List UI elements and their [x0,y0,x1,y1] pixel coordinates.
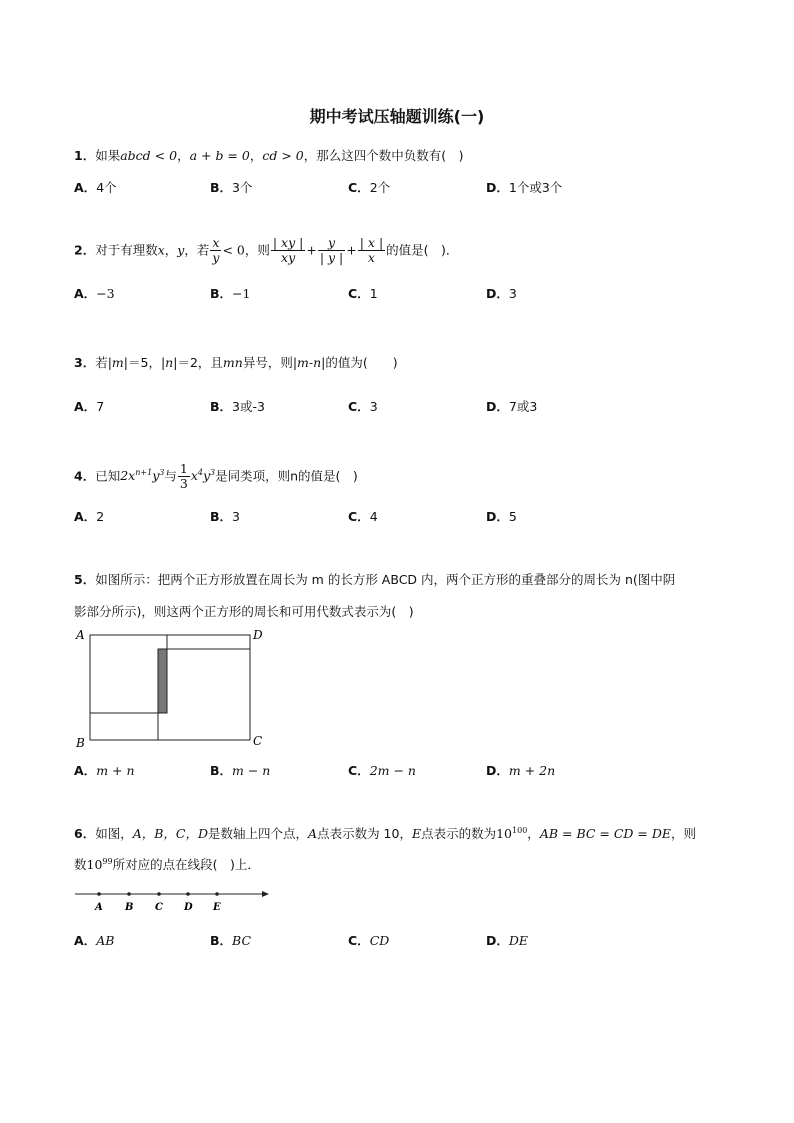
term-exponent: n+1 [135,468,153,478]
fraction-numerator: | xy | [272,235,304,250]
q5-option-d[interactable] [486,761,555,779]
option-text: 2m − n [369,763,416,778]
label-b: B [76,736,85,750]
q1-expr-1: abcd < 0 [120,148,178,163]
q2-fraction-2 [318,236,345,266]
q3-var-mn: mn [222,355,243,370]
q2-text-4: 的值是( )． [386,242,459,258]
term-exponent: 3 [210,468,216,478]
q6-text-1: 如图， [95,826,133,841]
q3-text-3: |＝2，且 [173,355,223,370]
q2-text-1: 对于有理数 [95,242,158,258]
q6-text-3: 点表示数为 10， [317,826,412,841]
q6-power-1 [496,826,527,841]
option-key: A． [74,180,97,195]
q2-fraction-x-over-y [210,236,221,266]
q4-option-b[interactable] [210,507,240,525]
power-base: 10 [86,857,103,872]
q3-text-2: |＝5，| [123,355,166,370]
option-text: m + 2n [508,763,556,778]
q4-text-3: 是同类项，则n的值是( ) [215,468,358,484]
option-text: m + n [96,763,135,778]
label-d: D [253,628,263,642]
q6-number-line [70,882,275,914]
q2-text-3: ，则 [244,242,270,258]
question-4 [74,462,358,492]
question-2 [74,236,458,266]
question-5-line-1 [74,570,675,588]
option-text: 3或-3 [232,399,265,414]
axis-label-c: C [155,902,163,913]
q5-option-c[interactable] [348,761,416,779]
q2-var-x: x [157,242,165,258]
option-text: −3 [96,286,115,301]
axis-label-d: D [184,902,193,913]
q2-option-d[interactable] [486,284,517,302]
square-left [90,635,167,713]
page-title: 期中考试压轴题训练(一) [309,107,485,126]
q3-text-4: 异号，则| [242,355,298,370]
q6-equation: AB = BC = CD = DE [539,826,672,841]
q2-plus-2: + [346,242,357,258]
option-key: D． [486,933,509,948]
fraction-denominator: 3 [179,476,188,492]
q2-number: 2． [74,242,96,258]
term-exponent: 4 [197,468,203,478]
power-exponent: 100 [512,825,528,835]
option-key: A． [74,509,97,524]
option-key: D． [486,509,509,524]
option-text: 3 [369,399,378,414]
option-key: C． [348,933,370,948]
q1-sep-1: ， [177,148,190,163]
fraction-numerator: y [318,236,345,251]
q5-text-line-1: 如图所示：把两个正方形放置在周长为 m 的长方形 ABCD 内，两个正方形的重叠部分的周长为 n(图中阴 [95,572,676,587]
question-1 [74,146,464,164]
q3-option-b[interactable] [210,397,265,415]
term-base: x [190,468,198,484]
option-key: B． [210,399,233,414]
q6-text-7: 所对应的点在线段( )上． [112,857,260,872]
q1-option-a[interactable] [74,178,117,196]
question-3 [74,353,398,371]
q1-text-2: ，那么这四个数中负数有( ) [303,148,464,163]
label-c: C [253,734,263,748]
power-exponent: 99 [102,856,113,866]
option-key: D． [486,763,509,778]
option-key: D． [486,286,509,301]
q6-sep: ， [527,826,540,841]
option-text: CD [369,933,390,948]
q2-option-a[interactable] [74,284,115,302]
q2-plus-1: + [306,242,317,258]
point-c [157,892,161,896]
square-right [158,649,250,740]
q6-text-4: 点表示的数为 [421,826,497,841]
option-text: 4个 [96,180,117,195]
fraction-numerator: 1 [179,461,188,476]
term-base: y [152,468,160,484]
option-key: A． [74,763,97,778]
axis-arrow-icon [262,891,269,897]
option-key: B． [210,763,233,778]
q3-option-d[interactable] [486,397,537,415]
q6-option-c[interactable] [348,931,389,949]
q4-option-a[interactable] [74,507,104,525]
option-text: 5 [508,509,517,524]
q1-expr-2: a + b = 0 [189,148,250,163]
option-key: A． [74,286,97,301]
option-text: 1个或3个 [508,180,563,195]
option-key: B． [210,509,233,524]
option-text: m − n [232,763,271,778]
q5-option-a[interactable] [74,761,135,779]
q4-option-c[interactable] [348,507,378,525]
option-key: A． [74,933,97,948]
q2-comma: ， [164,242,178,258]
option-key: C． [348,509,370,524]
q3-text-5: |的值为( ) [321,355,398,370]
option-text: AB [96,933,115,948]
option-key: B． [210,180,233,195]
q5-number: 5． [74,572,96,587]
option-key: B． [210,933,233,948]
q6-option-a[interactable] [74,931,114,949]
q6-text-2: 是数轴上四个点， [208,826,309,841]
option-text: 7 [96,399,105,414]
rectangle-abcd [90,635,250,740]
q3-var-m: m [111,355,124,370]
option-key: B． [210,286,233,301]
q3-var-n: n [165,355,174,370]
q2-option-b[interactable] [210,284,250,302]
q6-number: 6． [74,826,96,841]
axis-label-b: B [125,902,134,913]
fraction-denominator: y [212,250,220,266]
option-text: −1 [232,286,251,301]
q1-sep-2: ， [249,148,263,163]
q6-text-5: ，则 [671,826,697,841]
q4-text-1: 已知 [95,468,121,484]
option-key: D． [486,399,509,414]
term-base: y [202,468,211,484]
option-text: 2 [96,509,105,524]
q1-option-d[interactable] [486,178,562,196]
option-key: C． [348,180,370,195]
q2-text-2: ，若 [184,242,210,258]
q1-option-b[interactable] [210,178,252,196]
fraction-denominator: xy [281,250,296,266]
fraction-denominator: | y | [319,250,344,266]
q6-power-2 [87,857,113,872]
term-exponent: 3 [159,468,165,478]
q6-option-d[interactable] [486,931,528,949]
option-text: BC [232,933,252,948]
option-key: C． [348,286,370,301]
q6-point-e: E [411,826,422,841]
option-text: DE [508,933,529,948]
label-a: A [76,628,85,642]
q3-expr-m-minus-n: m-n [297,355,322,370]
q3-text-1: 若| [95,355,112,370]
fraction-numerator: | x | [359,235,384,250]
term-base: 2x [120,468,136,484]
question-6-line-1 [74,824,696,842]
q4-text-2: 与 [164,468,177,484]
option-key: A． [74,399,97,414]
fraction-denominator: x [367,250,375,266]
option-text: 3个 [232,180,253,195]
option-text: 2个 [369,180,391,195]
q2-lt-zero: < 0 [222,242,245,258]
axis-label-e: E [213,902,221,913]
option-text: 4 [369,509,378,524]
q2-fraction-1 [271,236,305,266]
point-b [127,892,131,896]
q2-var-y: y [177,242,185,258]
q6-point-a: A [308,826,318,841]
point-d [186,892,190,896]
point-e [215,892,219,896]
question-6-line-2 [74,855,260,873]
option-text: 3 [508,286,517,301]
q6-points: A，B，C，D [132,826,209,841]
option-key: D． [486,180,509,195]
option-text: 1 [369,286,378,301]
option-text: 3 [232,509,240,524]
fraction-numerator: x [212,235,220,250]
q6-text-6: 数 [74,857,87,872]
axis-label-a: A [95,902,103,913]
q3-option-c[interactable] [348,397,378,415]
q5-option-b[interactable] [210,761,270,779]
q4-term-1 [120,468,164,483]
q3-option-a[interactable] [74,397,104,415]
option-key: C． [348,763,370,778]
option-text: 7或3 [508,399,538,414]
point-a [97,892,101,896]
q4-number: 4． [74,468,96,484]
q1-text-1: 如果 [95,148,121,163]
shaded-overlap [158,649,167,713]
q4-option-d[interactable] [486,507,517,525]
q1-number: 1． [74,148,96,163]
power-base: 10 [496,826,513,841]
q1-expr-3: cd > 0 [262,148,304,163]
q1-option-c[interactable] [348,178,390,196]
question-5-line-2: 影部分所示)，则这两个正方形的周长和可用代数式表示为( ) [74,604,414,619]
q6-option-b[interactable] [210,931,251,949]
q4-term-2 [191,468,215,483]
q4-fraction-one-third [178,462,190,492]
option-key: C． [348,399,370,414]
q2-fraction-3 [358,236,385,266]
q5-rectangle-figure [70,625,270,755]
q3-number: 3． [74,355,96,370]
q2-option-c[interactable] [348,284,378,302]
